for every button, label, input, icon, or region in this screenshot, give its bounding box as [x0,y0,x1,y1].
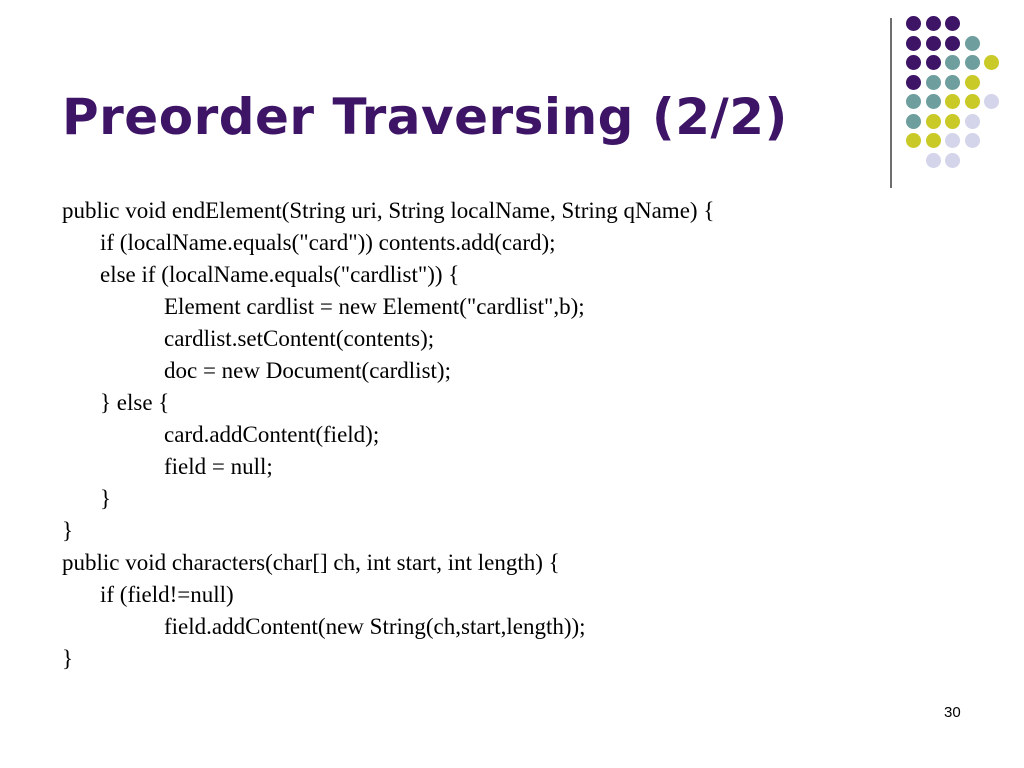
code-line: } else { [100,390,170,415]
code-line: } [62,646,74,671]
decoration-dot [945,153,960,168]
decoration-dot [906,114,921,129]
decoration-dot [984,55,999,70]
decoration-dot [965,55,980,70]
code-line: doc = new Document(cardlist); [164,358,451,383]
code-line: field = null; [164,454,273,479]
decoration-dot [926,36,941,51]
slide-title: Preorder Traversing (2/2) [62,88,788,146]
decoration-dot [906,75,921,90]
code-line: card.addContent(field); [164,422,380,447]
decoration-dot [945,36,960,51]
decoration-dot [965,114,980,129]
decoration-dot [984,94,999,109]
decoration-dot [965,94,980,109]
decoration-dot [965,75,980,90]
code-line: field.addContent(new String(ch,start,length)); [164,614,586,639]
decoration-dot [926,94,941,109]
decoration-dot [906,16,921,31]
decoration-dot [945,94,960,109]
code-line: } [100,486,112,511]
decoration-dot [926,16,941,31]
decoration-dot [926,153,941,168]
decoration-dot [906,94,921,109]
decoration-dot [926,133,941,148]
code-line: Element cardlist = new Element("cardlist",b); [164,294,585,319]
decoration-dot [926,114,941,129]
decoration-dot [926,55,941,70]
decoration-dot [945,55,960,70]
dot-pattern-decoration [900,10,1010,170]
decoration-dot [906,36,921,51]
decoration-dot [945,133,960,148]
code-line: } [62,518,74,543]
code-line: public void endElement(String uri, String localName, String qName) { [62,198,715,223]
decoration-dot [945,114,960,129]
code-block [62,195,942,675]
code-line: if (field!=null) [100,582,234,607]
code-line: public void characters(char[] ch, int start, int length) { [62,550,560,575]
decoration-dot [945,16,960,31]
divider-line [890,18,892,188]
code-line: if (localName.equals("card")) contents.add(card); [100,230,556,255]
decoration-dot [906,55,921,70]
decoration-dot [926,75,941,90]
decoration-dot [945,75,960,90]
decoration-dot [906,133,921,148]
page-number: 30 [944,704,961,721]
code-line: else if (localName.equals("cardlist")) { [100,262,460,287]
code-line: cardlist.setContent(contents); [164,326,435,351]
decoration-dot [965,133,980,148]
decoration-dot [965,36,980,51]
